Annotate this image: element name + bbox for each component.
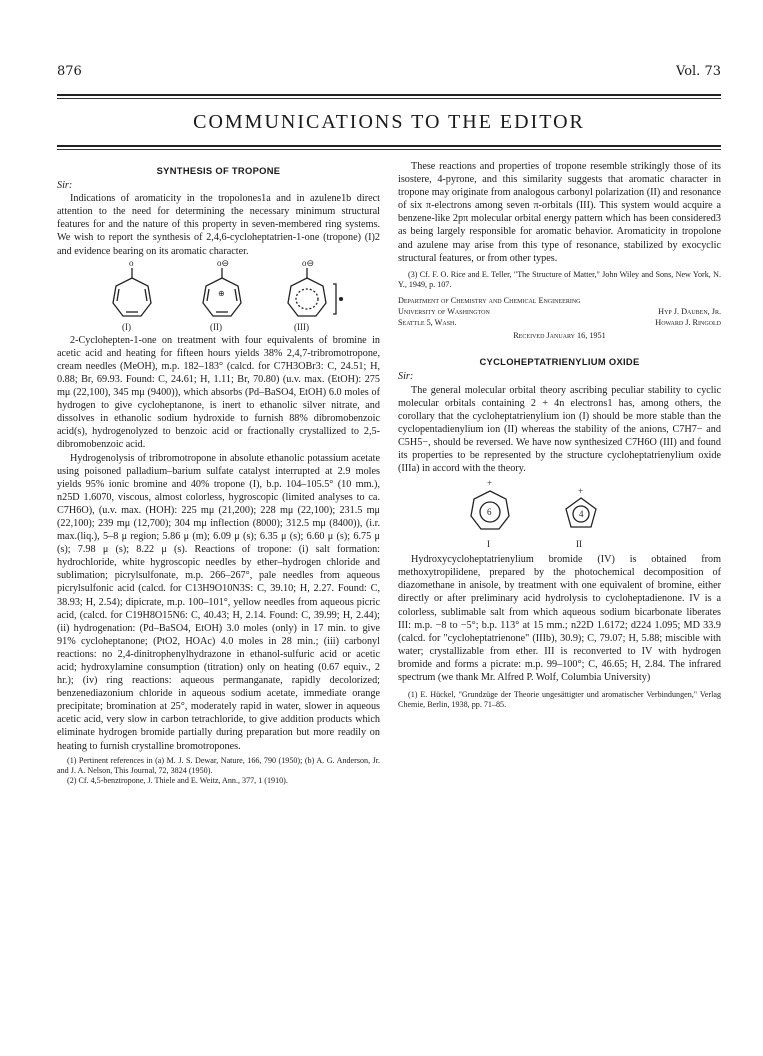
footnote: (1) Pertinent references in (a) M. J. S. Dewar, Nature, 166, 790 (1950); (b) A. G. Anderson, Jr. and J. A. Nelson, This Journal, 72, 3824 (1950).: [57, 755, 380, 775]
department: Department of Chemistry and Chemical Engineering: [398, 296, 581, 306]
figure-label: I: [487, 539, 490, 550]
svg-text:+: +: [578, 486, 584, 497]
svg-text:o⊖: o⊖: [302, 259, 315, 268]
svg-text:⊕: ⊕: [218, 288, 225, 298]
footnote: (2) Cf. 4,5-benztropone, J. Thiele and E. Weitz, Ann., 377, 1 (1910).: [67, 776, 288, 786]
salutation: Sir:: [398, 371, 414, 383]
paragraph: Indications of aromaticity in the tropolones1a and in azulene1b direct attention to the need for determining the necessary minimum structural features for and the nature of this property in seven-membered ring systems. We wish to report the synthesis of 2,4,6-cycloheptatrien-1-one (tropone) (I)2 and evidence bearing on its aromatic character.: [57, 193, 380, 257]
ion-structures-figure: [398, 477, 721, 551]
paragraph: The general molecular orbital theory ascribing peculiar stability to cyclic molecular orbitals containing 2 + 4n electrons1 has, among others, the corollary that the cycloheptatrienylium ion (I) should be more stable than the cyclopentadienylium ion (II) whereas the stability of the anions, C7H7− and C5H5−, should be reversed. We have now synthesized C7H6O (III) and found its properties to be represented by the structure cycloheptatrienylium oxide (IIIa) in accord with the theory.: [398, 384, 721, 475]
svg-text:o: o: [129, 259, 134, 268]
salutation: Sir:: [57, 180, 73, 192]
article-title-tropone: SYNTHESIS OF TROPONE: [156, 165, 281, 176]
right-column: [398, 160, 721, 711]
ring-label: 4: [579, 509, 584, 520]
city: Seattle 5, Wash.: [398, 318, 457, 328]
structure-II: [203, 268, 241, 316]
footnote: (3) Cf. F. O. Rice and E. Teller, "The Structure of Matter," John Wiley and Sons, New York, N. Y., 1949, p. 107.: [398, 269, 721, 290]
structure-I: [113, 268, 151, 316]
svg-text:o⊖: o⊖: [217, 259, 230, 268]
paragraph: 2-Cyclohepten-1-one on treatment with four equivalents of bromine in acetic acid and heating for fifteen hours yields 38% 2,4,7-tribromotropone, cream needles (MeOH), m.p. 182–183° (calcd. for C7H3OBr3: C, 24.51; H, 0.88; Br, 69.93. Found: C, 24.61; H, 1.11; Br, 70.80) (u.v. max. (EtOH): 275 mμ (22,100), 345 mμ (9400)), which absorbs (Pd–BaSO4, EtOH) 6.0 moles of hydrogen to give cycloheptanone, is inert to ethanolic silver nitrate, and dissolves in ethanolic sodium hydroxide to furnish 88% dibromobenzoic acid(s), hydrogenolyzed to benzoic acid or fractionally crystallized to 2,5-dibromobenzoic acid.: [57, 334, 380, 451]
figure-label: (I): [122, 321, 131, 332]
paragraph: Hydrogenolysis of tribromotropone in absolute ethanolic potassium acetate using poisoned palladium–barium sulfate catalyst interrupted at 2.9 moles yields 95% ionic bromine and 40% tropone (I), b.p. 104–105.5° (10 mm.), n25D 1.6070, viscous, almost colorless, hygroscopic (limited analyses to ca. C7H6O), (u.v. max. (HOH): 225 mμ (21,200); 228 mμ (22,100); 231.5 mμ (22,100); 239 mμ (12,700); 304 mμ inflection (8000); 312.5 mμ (8400)), (i.r. max.(liq.), 5–8 μ region; 5.86 μ (m); 6.09 μ (s); 6.35 μ (s); 6.60 μ (s); 6.75 μ (s); 7.98 μ (s); 8.22 μ (s). Reactions of tropone: (i) salt formation: hydrochloride, white hygroscopic needles by ether–hydrogen chloride and sublimation; picrylsulfonate, m.p. 266–267°, pale needles from aqueous picrylsulfonic acid (calcd. for C13H9O10N3S: C, 39.10; H, 2.27. Found: C, 38.93; H, 2.54); dipicrate, m.p. 100–101°, yellow needles from aqueous picric acid, (calcd. for C19H8O15N6: C, 40.43; H, 2.14. Found: C, 39.99; H, 2.44); (ii) hydrogenation: (Pd–BaSO4, EtOH) 3.0 moles (only) in 17 min. to give 91% cycloheptanone; (PtO2, HOAc) 4.0 moles in 28 min.; (iii) carbonyl reactions: no 2,4-dinitrophenylhydrazone in ethanol-sulfuric acid or acetic acid; hydroxylamine consumption (titration) only on heating (0.67 equiv., 2 hr.); (iv) ring reactions: aqueous permanganate, rapidly decolorized; benzenediazonium chloride in aqueous sodium acetate, immediate orange precipitate; bromination at 25°, moderately rapid in water, slower in aqueous acetic acid, very slow in carbon tetrachloride, to give addition products which eliminate hydrogen bromide partially during preparation but more readily on heating to furnish crystalline bromotropones.: [57, 452, 380, 752]
header-rule-thin: [57, 98, 721, 99]
university: University of Washington: [398, 307, 490, 317]
title-rule-thin: [57, 149, 721, 150]
tropone-structures-figure: [57, 260, 380, 332]
header-rule: [57, 94, 721, 96]
page-number: 876: [57, 64, 82, 79]
author-name: Howard J. Ringold: [655, 318, 721, 328]
footnote: (1) E. Hückel, "Grundzüge der Theorie ungesättigter und aromatischer Verbindungen," Verlag Chemie, Berlin, 1938, pp. 71–85.: [398, 690, 721, 710]
ring-label: 6: [487, 507, 492, 518]
affiliation: [398, 295, 721, 341]
section-title: COMMUNICATIONS TO THE EDITOR: [193, 111, 585, 133]
volume-label: Vol. 73: [676, 64, 721, 79]
paragraph: These reactions and properties of tropone resemble strikingly those of its isostere, 4-pyrone, and this similarity suggests that aromatic character in tropone may originate from analogous carbonyl polarization (II) and resonance of six π-electrons among seven π-orbitals (III). This system would acquire a benzene-like 2pπ molecular orbital energy pattern which has been considered3 as being largely responsible for aromatic behavior. Aromaticity in tropolone and azulene may arise from this type of resonance, stabilized by exocyclic structural features, or from other types.: [398, 161, 721, 264]
title-rule: [57, 145, 721, 147]
figure-label: (II): [210, 321, 222, 332]
footnotes-left: [57, 756, 380, 787]
structure-III: [288, 268, 342, 316]
footnote-right: [398, 690, 721, 711]
figure-label: II: [576, 539, 582, 550]
article-title-cycloheptatrienylium: CYCLOHEPTATRIENYLIUM OXIDE: [479, 356, 640, 368]
footnote-3: [398, 270, 721, 291]
paragraph: Hydroxycycloheptatrienylium bromide (IV) is obtained from methoxytropilidene, prepared by the photochemical decomposition of diazomethane in anisole, by treatment with one equivalent of bromine, either directly or after preliminary acid hydrolysis to cycloheptadienone. IV is a colorless, sublimable salt from which aqueous sodium bicarbonate liberates III: m.p. −8 to −5°; b.p. 113° at 15 mm.; n22D 1.6172; d224 1.095; MD 33.9 (calcd. for "cycloheptatrienone" (IIIb), 30.9); C, 79.07; H, 5.88; miscible with water; crystallizable from ether. III is reconverted to IV with hydrogen bromide and forms a picrate: m.p. 99–100°; C, 46.65; H, 2.84. The infrared spectrum (we thank Mr. Alfred P. Wolf, Columbia University): [398, 554, 721, 684]
svg-text:+: +: [487, 478, 493, 489]
figure-label: (III): [294, 321, 309, 332]
received-date: Received January 16, 1951: [513, 331, 606, 341]
author-name: Hyp J. Dauben, Jr.: [658, 307, 721, 317]
left-column: [57, 160, 380, 787]
